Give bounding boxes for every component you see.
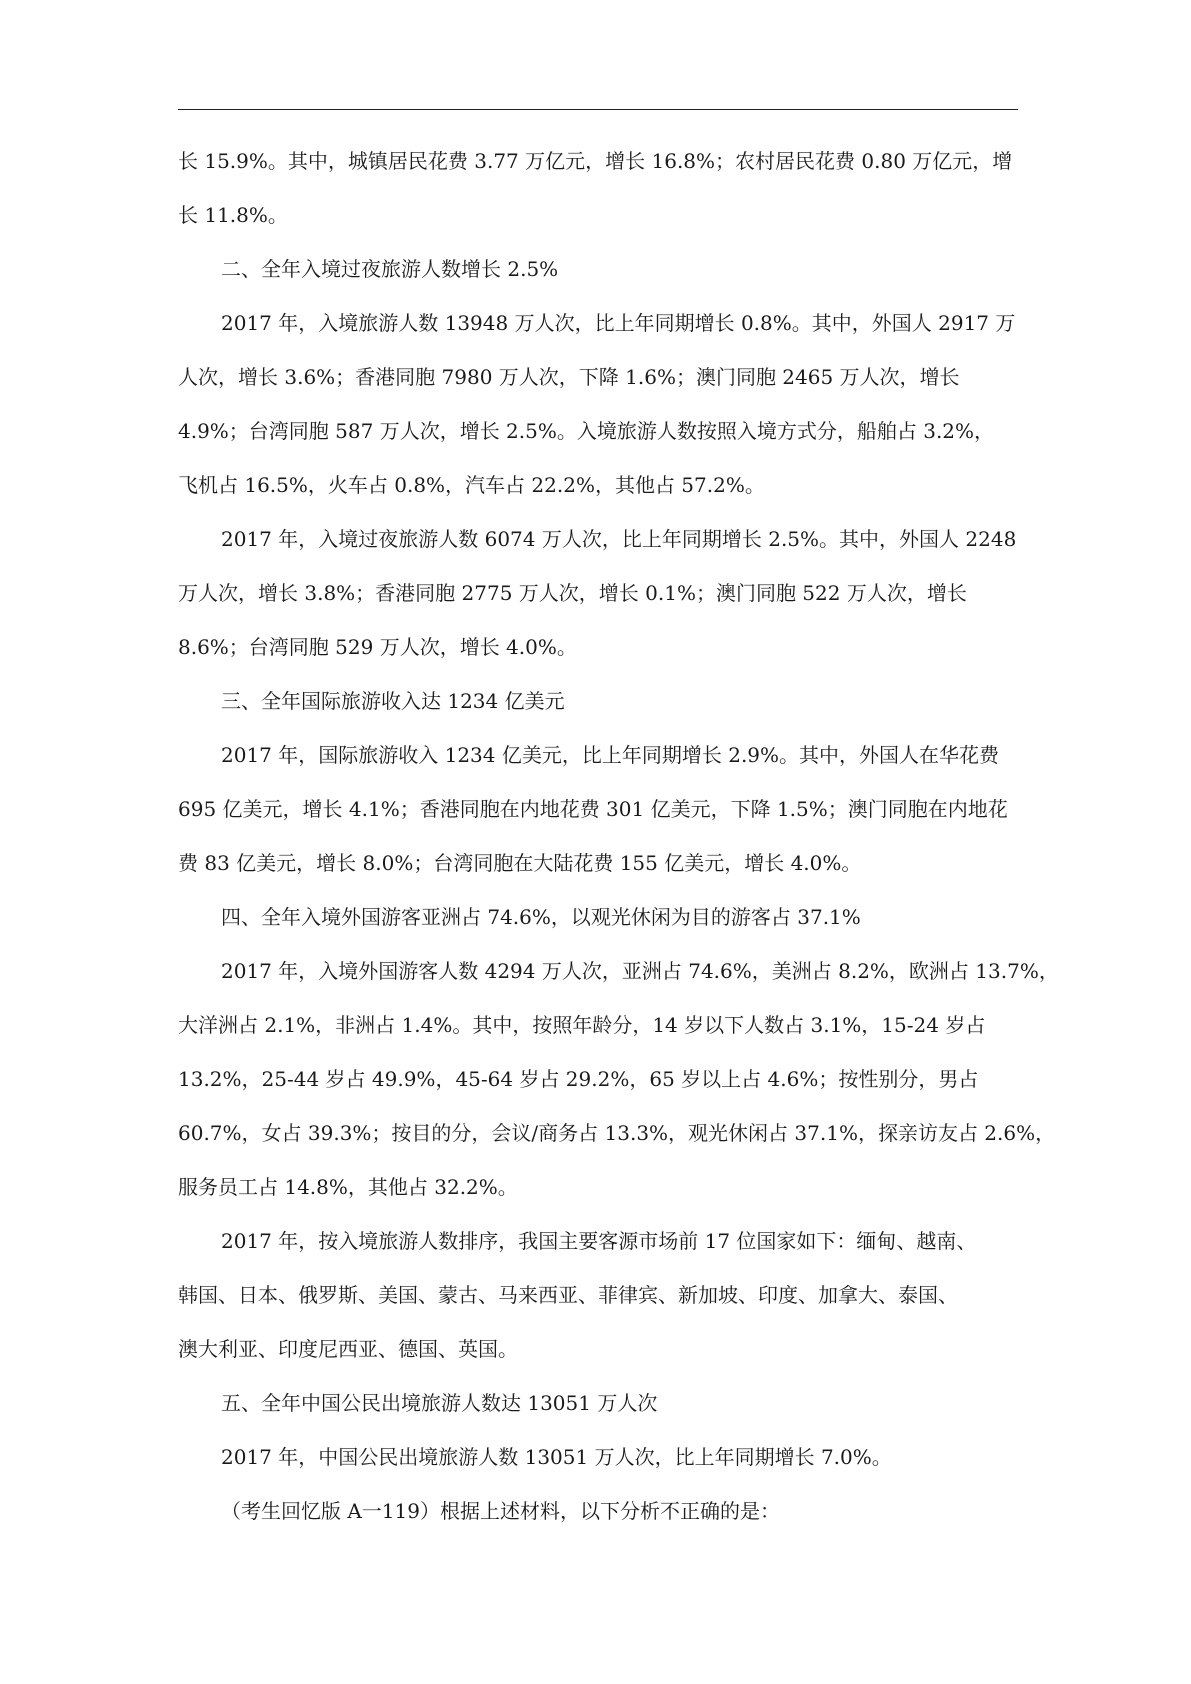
text-line: 8.6%；台湾同胞 529 万人次，增长 4.0%。 — [178, 635, 577, 659]
text-line: 大洋洲占 2.1%，非洲占 1.4%。其中，按照年龄分，14 岁以下人数占 3.1%，15-24 岁占 — [178, 1013, 986, 1037]
text-line: 人次，增长 3.6%；香港同胞 7980 万人次，下降 1.6%；澳门同胞 2465 万人次，增长 — [178, 365, 960, 389]
text-line: 三、全年国际旅游收入达 1234 亿美元 — [221, 689, 565, 713]
text-line: 韩国、日本、俄罗斯、美国、蒙古、马来西亚、菲律宾、新加坡、印度、加拿大、泰国、 — [178, 1283, 958, 1307]
text-line: 13.2%，25-44 岁占 49.9%，45-64 岁占 29.2%，65 岁以上占 4.6%；按性别分，男占 — [178, 1067, 979, 1091]
text-line: 澳大利亚、印度尼西亚、德国、英国。 — [178, 1337, 518, 1361]
text-line: 2017 年，入境过夜旅游人数 6074 万人次，比上年同期增长 2.5%。其中，外国人 2248 — [221, 527, 1017, 551]
text-line: 60.7%，女占 39.3%；按目的分，会议/商务占 13.3%，观光休闲占 37.1%，探亲访友占 2.6%， — [178, 1121, 1056, 1145]
text-line: 四、全年入境外国游客亚洲占 74.6%，以观光休闲为目的游客占 37.1% — [221, 905, 861, 929]
text-line: 万人次，增长 3.8%；香港同胞 2775 万人次，增长 0.1%；澳门同胞 522 万人次，增长 — [178, 581, 967, 605]
text-line: 费 83 亿美元，增长 8.0%；台湾同胞在大陆花费 155 亿美元，增长 4.0%。 — [178, 851, 862, 875]
text-line: 五、全年中国公民出境旅游人数达 13051 万人次 — [221, 1391, 658, 1415]
text-line: 飞机占 16.5%，火车占 0.8%，汽车占 22.2%，其他占 57.2%。 — [178, 473, 765, 497]
text-line: 二、全年入境过夜旅游人数增长 2.5% — [221, 257, 559, 281]
text-line: 4.9%；台湾同胞 587 万人次，增长 2.5%。入境旅游人数按照入境方式分，船舶占 3.2%， — [178, 419, 995, 443]
text-line: 2017 年，中国公民出境旅游人数 13051 万人次，比上年同期增长 7.0%。 — [221, 1445, 892, 1469]
text-line: 2017 年，按入境旅游人数排序，我国主要客源市场前 17 位国家如下：缅甸、越南、 — [221, 1229, 977, 1253]
text-line: 服务员工占 14.8%，其他占 32.2%。 — [178, 1175, 518, 1199]
text-line: 长 11.8%。 — [178, 203, 288, 227]
text-line: 695 亿美元，增长 4.1%；香港同胞在内地花费 301 亿美元，下降 1.5%；澳门同胞在内地花 — [178, 797, 1008, 821]
text-line: 2017 年，国际旅游收入 1234 亿美元，比上年同期增长 2.9%。其中，外国人在华花费 — [221, 743, 1000, 767]
text-line: 2017 年，入境外国游客人数 4294 万人次，亚洲占 74.6%，美洲占 8.2%，欧洲占 13.7%， — [221, 959, 1059, 983]
document-body — [178, 146, 1059, 1550]
text-line: 长 15.9%。其中，城镇居民花费 3.77 万亿元，增长 16.8%；农村居民花费 0.80 万亿元，增 — [178, 149, 1013, 173]
header-rule — [178, 109, 1018, 110]
text-line: （考生回忆版 A一119）根据上述材料，以下分析不正确的是： — [221, 1499, 780, 1523]
text-line: 2017 年，入境旅游人数 13948 万人次，比上年同期增长 0.8%。其中，外国人 2917 万 — [221, 311, 1016, 335]
